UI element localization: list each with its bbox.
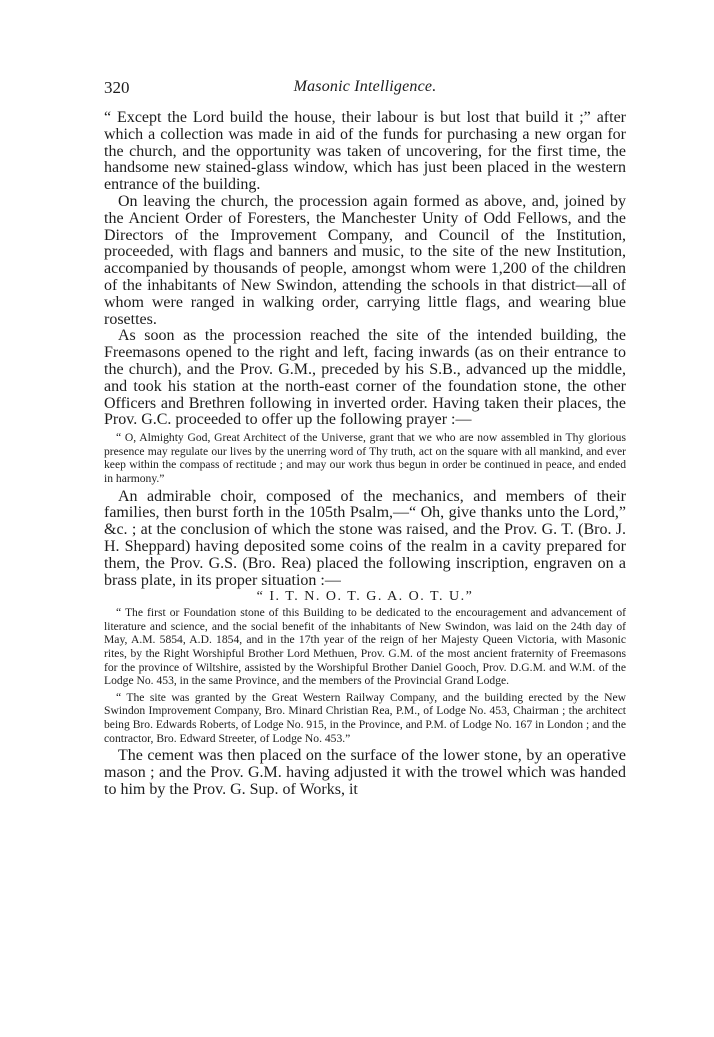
inscription-heading: “ I. T. N. O. T. G. A. O. T. U.” bbox=[256, 589, 474, 605]
running-title: Masonic Intelligence. bbox=[293, 78, 437, 95]
paragraph-4: An admirable choir, composed of the mechanics, and members of their families, then burst forth in the 105th Psalm,—“ Oh, give thanks unto the Lord,” &c. ; at the conclusion of which the stone was raised, and the Prov. G. T. (Bro. J. H. Sheppard) having deposited some coins of the realm in a cavity prepared for them, the Prov. G.S. (Bro. Rea) placed the following inscription, engraven on a brass plate, in its proper situation :— bbox=[104, 487, 626, 589]
inscription-text-2: “ The site was granted by the Great Western Railway Company, and the building erected by the New Swindon Improvement Company, Bro. Minard Christian Rea, P.M., of Lodge No. 453, Chairman ; the architect being Bro. Edwards Roberts, of Lodge No. 915, in the Province, and P.M. of Lodge No. 167 in London ; and the contractor, Bro. Edward Streeter, of Lodge No. 453.” bbox=[104, 690, 626, 745]
page-header bbox=[104, 78, 626, 102]
paragraph-1: “ Except the Lord build the house, their labour is but lost that build it ;” after which a collection was made in aid of the funds for purchasing a new organ for the church, and the opportunity was taken of uncovering, for the first time, the handsome new stained-glass window, which has just been placed in the western entrance of the building. bbox=[104, 109, 626, 194]
book-page bbox=[104, 78, 626, 799]
inscription-text-1: “ The first or Foundation stone of this Building to be dedicated to the encouragement and advancement of literature and science, and the social benefit of the inhabitants of New Swindon, was laid on the 24th day of May, A.M. 5854, A.D. 1854, and in the 17th year of the reign of her Majesty Queen Victoria, with Masonic rites, by the Right Worshipful Brother Lord Methuen, Prov. G.M. of the most ancient fraternity of Freemasons for the province of Wiltshire, assisted by the Worshipful Brother Daniel Gooch, Prov. D.G.M. and W.M. of the Lodge No. 453, in the same Province, and the members of the Provincial Grand Lodge. bbox=[104, 606, 626, 688]
prayer-quote: “ O, Almighty God, Great Architect of the Universe, grant that we who are now assembled in Thy glorious presence may regulate our lives by the unerring word of Thy truth, act on the square with all mankind, and ever keep within the compass of rectitude ; and may our work thus begun in order be continued in peace, and ended in harmony.” bbox=[104, 431, 626, 485]
paragraph-3: As soon as the procession reached the site of the intended building, the Freemasons opened to the right and left, facing inwards (as on their entrance to the church), and the Prov. G.M., preceded by his S.B., advanced up the middle, and took his station at the north-east corner of the foundation stone, the other Officers and Brethren following in inverted order. Having taken their places, the Prov. G.C. proceeded to offer up the following prayer :— bbox=[104, 327, 626, 429]
page-number: 320 bbox=[104, 78, 130, 97]
paragraph-2: On leaving the church, the procession again formed as above, and, joined by the Ancient Order of Foresters, the Manchester Unity of Odd Fellows, and the Directors of the Improvement Company, and Council of the Institution, proceeded, with flags and banners and music, to the site of the new Institution, accompanied by thousands of people, amongst whom were 1,200 of the children of the inhabitants of New Swindon, attending the schools in that district—all of whom were ranged in walking order, carrying little flags, and wearing blue rosettes. bbox=[104, 192, 626, 328]
paragraph-5: The cement was then placed on the surface of the lower stone, by an operative mason ; and the Prov. G.M. having adjusted it with the trowel which was handed to him by the Prov. G. Sup. of Works, it bbox=[104, 747, 626, 798]
